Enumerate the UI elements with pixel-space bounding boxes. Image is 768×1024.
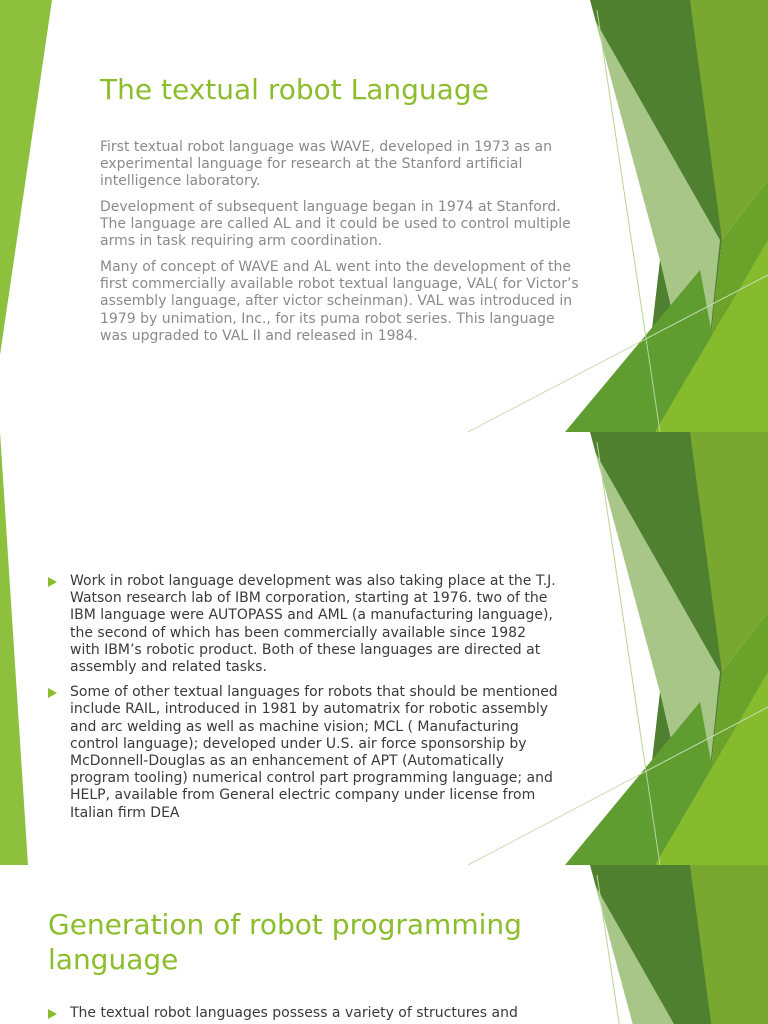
triangle-bullet-icon <box>48 1009 57 1019</box>
slide-title: The textual robot Language <box>100 73 489 106</box>
list-item: The textual robot languages possess a variety of structures and <box>48 1005 560 1022</box>
triangle-bullet-icon <box>48 577 57 587</box>
slide-3 <box>0 865 768 1024</box>
triangle-bullet-icon <box>48 688 57 698</box>
list-item: Some of other textual languages for robots that should be mentioned include RAIL, introduced in 1981 by automatrix for robotic assembly and arc welding as well as machine vision; MCL ( Manufacturing control language); developed under U.S. air force sponsorship by McDonnell-Douglas as an enhancement of APT (Automatically program tooling) numerical control part programming language; and HELP, available from General electric company under license from Italian firm DEA <box>48 684 560 822</box>
list-item: Work in robot language development was also taking place at the T.J. Watson research lab of IBM corporation, starting at 1976. two of the IBM language were AUTOPASS and AML (a manufacturing language), the second of which has been commercially available since 1982 with IBM’s robotic product. Both of these languages are directed at assembly and related tasks. <box>48 573 560 676</box>
slide-title: Generation of robot programming language <box>48 908 522 976</box>
paragraph: First textual robot language was WAVE, developed in 1973 as an experimental language for research at the Stanford artificial intelligence laboratory. <box>100 139 552 190</box>
paragraph: Development of subsequent language began in 1974 at Stanford. The language are called AL and it could be used to control multiple arms in task requiring arm coordination. <box>100 199 571 250</box>
slide-2 <box>0 432 768 865</box>
paragraph: Many of concept of WAVE and AL went into the development of the first commercially available robot textual language, VAL( for Victor’s assembly language, after victor scheinman). VAL was introduced in 1979 by unimation, Inc., for its puma robot series. This language was upgraded to VAL II and released in 1984. <box>100 259 579 344</box>
bullet-list <box>48 573 560 830</box>
slide-1 <box>0 0 768 432</box>
bullet-list <box>48 1005 560 1024</box>
